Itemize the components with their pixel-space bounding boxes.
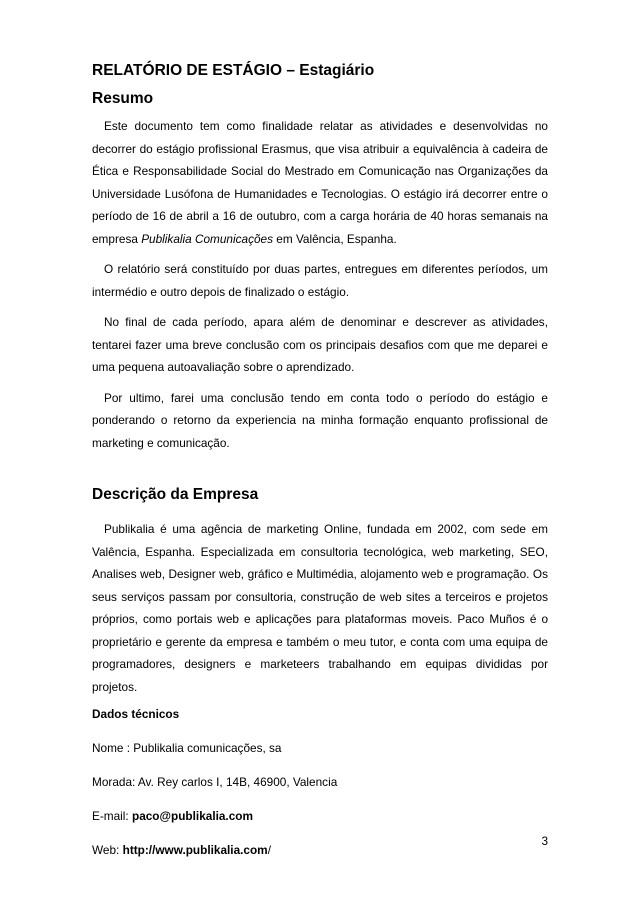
resumo-paragraph-4: Por ultimo, farei uma conclusão tendo em conta todo o período do estágio e ponderando o retorno da experiencia na minha formação enquanto profissional de marketing e comunicação. [92, 390, 548, 450]
nome-line: Nome : Publikalia comunicações, sa [92, 741, 282, 755]
email-link[interactable]: paco@publikalia.com [131, 809, 253, 823]
morada-line: Morada: Av. Rey carlos I, 14B, 46900, Valencia [92, 775, 338, 789]
report-title: RELATÓRIO DE ESTÁGIO – Estagiário [92, 62, 375, 79]
web-label: Web: [92, 843, 123, 857]
empresa-heading: Descrição da Empresa [92, 486, 259, 503]
company-name-italic: Publikalia Comunicações [141, 231, 273, 246]
resumo-section [92, 115, 548, 454]
email-label: E-mail: [92, 809, 132, 823]
empresa-section [92, 518, 548, 698]
document-page [92, 60, 548, 860]
email-line [92, 806, 548, 826]
resumo-p1-text: Este documento tem como finalidade relatar as atividades e desenvolvidas no decorrer do estágio profissional Erasmus, que visa atribuir a equivalência à cadeira de Ética e Responsabilidade Social do Mestrado em Comunicação nas Organizações da Universidade Lusófona de Humanidades e Tecnologias. O estágio irá decorrer entre o período de 16 de abril a 16 de outubro, com a carga horária de 40 horas semanais na empresa [92, 119, 548, 246]
page-number: 3 [541, 834, 548, 848]
dados-tecnicos-heading: Dados técnicos [92, 707, 180, 721]
resumo-paragraph-1 [92, 115, 548, 250]
resumo-p1-end: em Valência, Espanha. [273, 231, 397, 246]
resumo-heading: Resumo [92, 90, 154, 107]
empresa-paragraph: Publikalia é uma agência de marketing Online, fundada em 2002, com sede em Valência, Espanha. Especializada em consultoria tecnológica, web marketing, SEO, Analises web, Designer web, gráfico e Multimédia, alojamento web e programação. Os seus serviços passam por consultoria, construção de web sites a terceiros e projetos próprios, como portais web e aplicações para plataformas moveis. Paco Muños é o proprietário e gerente da empresa e também o meu tutor, e conta com uma equipa de programadores, designers e marketeers trabalhando em equipas divididas por projetos. [92, 522, 548, 694]
web-link[interactable]: http://www.publikalia.com [122, 843, 268, 857]
resumo-paragraph-2: O relatório será constituído por duas partes, entregues em diferentes períodos, um intermédio e outro depois de finalizado o estágio. [92, 262, 548, 299]
dados-tecnicos-section [92, 704, 548, 860]
web-suffix: / [267, 843, 271, 857]
web-line [92, 840, 548, 860]
resumo-paragraph-3: No final de cada período, apara além de denominar e descrever as atividades, tentarei fazer uma breve conclusão com os principais desafios com que me deparei e uma pequena autoavaliação sobre o aprendizado. [92, 315, 548, 374]
